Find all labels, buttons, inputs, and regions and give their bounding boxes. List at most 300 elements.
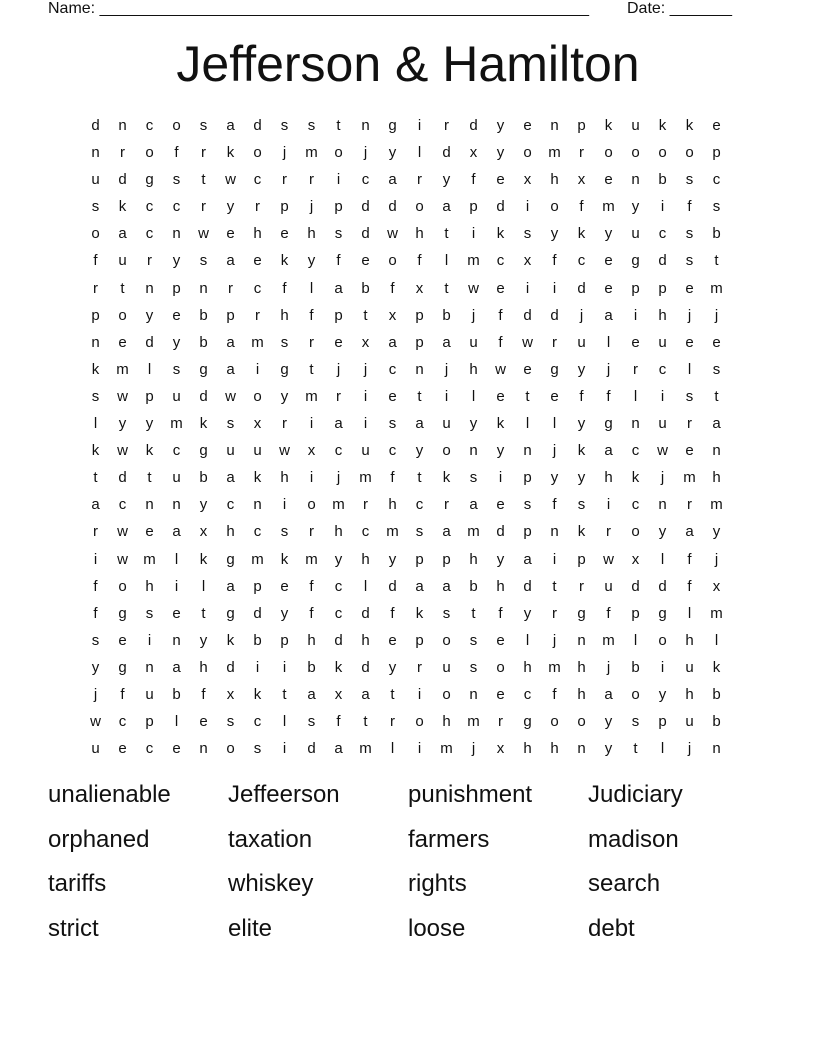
grid-letter: r [282,171,287,189]
grid-letter: e [118,631,127,649]
grid-letter: s [172,171,181,189]
grid-letter: g [658,604,667,622]
grid-letter: o [523,144,532,162]
grid-letter: t [201,604,206,622]
grid-letter: x [307,442,316,460]
grid-letter: l [633,387,638,405]
grid-letter: h [496,577,505,595]
grid-letter: n [712,740,721,758]
grid-letter: d [361,198,370,216]
grid-letter: m [683,469,696,487]
grid-letter: y [91,658,100,676]
grid-letter: r [309,171,314,189]
grid-letter: u [172,469,181,487]
grid-letter: h [577,685,586,703]
grid-letter: r [228,279,233,297]
grid-letter: c [118,496,127,514]
grid-letter: s [307,117,316,134]
grid-letter: k [577,442,586,460]
grid-letter: r [417,171,422,189]
grid-letter: i [282,658,287,676]
grid-letter: j [687,740,692,758]
grid-letter: g [145,171,154,189]
grid-letter: e [496,171,505,189]
word-list-item: Judiciary [588,781,683,808]
grid-letter: d [118,171,127,189]
grid-letter: e [631,333,640,351]
grid-letter: u [631,117,640,134]
grid-letter: o [91,225,100,243]
grid-letter: d [334,631,343,649]
grid-letter: u [604,577,613,595]
grid-letter: x [388,306,397,324]
grid-letter: o [442,685,451,703]
grid-letter: e [334,333,343,351]
grid-letter: w [279,442,290,460]
grid-letter: c [253,171,262,189]
grid-letter: p [415,631,424,649]
grid-letter: a [226,577,235,595]
grid-letter: n [361,117,370,134]
grid-letter: d [550,306,559,324]
grid-letter: h [334,523,343,541]
grid-letter: y [145,415,154,433]
grid-letter: r [309,333,314,351]
grid-letter: y [523,604,532,622]
grid-letter: c [496,252,505,270]
grid-letter: r [336,387,341,405]
grid-letter: m [467,252,480,270]
grid-letter: t [147,469,152,487]
grid-letter: a [415,415,424,433]
grid-letter: b [361,279,370,297]
grid-letter: m [467,713,480,731]
grid-letter: c [253,713,262,731]
grid-letter: r [201,198,206,216]
grid-letter: g [199,360,208,378]
grid-letter: s [280,333,289,351]
grid-letter: t [633,740,638,758]
grid-letter: r [498,713,503,731]
grid-letter: e [604,252,613,270]
grid-letter: e [685,333,694,351]
grid-letter: r [417,658,422,676]
name-field[interactable]: Name: _______________________________________________________ [48,0,589,17]
grid-letter: b [253,631,262,649]
grid-letter: k [118,198,127,216]
grid-letter: h [469,550,478,568]
grid-letter: u [469,333,478,351]
grid-letter: i [471,225,476,243]
grid-letter: m [548,144,561,162]
grid-letter: p [658,713,667,731]
grid-letter: h [442,713,451,731]
grid-letter: o [631,685,640,703]
grid-letter: o [577,713,586,731]
grid-letter: e [523,360,532,378]
grid-letter: j [660,469,665,487]
grid-letter: s [442,604,451,622]
grid-letter: c [361,523,370,541]
grid-letter: h [523,658,532,676]
grid-letter: s [91,198,100,216]
grid-letter: p [334,306,343,324]
grid-letter: u [91,171,100,189]
grid-letter: e [496,685,505,703]
grid-letter: n [631,171,640,189]
grid-letter: l [525,415,530,433]
grid-letter: l [309,279,314,297]
grid-letter: s [712,360,721,378]
grid-letter: y [577,469,586,487]
grid-letter: y [631,198,640,216]
grid-letter: t [444,279,449,297]
grid-letter: c [415,496,424,514]
grid-letter: f [687,577,692,595]
grid-letter: a [334,279,343,297]
grid-letter: p [145,387,154,405]
grid-letter: h [145,577,154,595]
grid-letter: n [523,442,532,460]
grid-letter: r [606,523,611,541]
grid-letter: m [467,523,480,541]
grid-letter: w [387,225,398,243]
date-field[interactable]: Date: _______ [627,0,732,17]
grid-letter: i [417,685,422,703]
grid-letter: s [307,713,316,731]
grid-letter: c [145,740,154,758]
grid-letter: p [145,713,154,731]
grid-letter: l [363,577,368,595]
grid-letter: m [710,279,723,297]
grid-letter: k [91,360,100,378]
grid-letter: j [444,360,449,378]
grid-letter: t [309,360,314,378]
grid-letter: o [631,523,640,541]
grid-letter: l [390,740,395,758]
grid-letter: u [442,658,451,676]
grid-letter: c [361,171,370,189]
grid-letter: h [388,496,397,514]
grid-letter: m [305,550,318,568]
grid-letter: k [280,252,289,270]
grid-letter: i [282,496,287,514]
grid-letter: c [145,198,154,216]
grid-letter: d [388,577,397,595]
grid-letter: f [606,387,611,405]
grid-letter: y [145,306,154,324]
grid-letter: m [359,469,372,487]
grid-letter: s [685,252,694,270]
grid-letter: a [361,685,370,703]
grid-letter: a [415,577,424,595]
grid-letter: j [552,631,557,649]
grid-letter: p [631,279,640,297]
grid-letter: p [415,550,424,568]
grid-letter: m [440,740,453,758]
grid-letter: c [253,523,262,541]
grid-letter: n [145,496,154,514]
grid-letter: i [552,550,557,568]
grid-letter: b [712,685,721,703]
grid-letter: r [633,360,638,378]
grid-letter: x [496,740,505,758]
grid-letter: l [201,577,206,595]
grid-letter: y [577,360,586,378]
grid-letter: h [658,306,667,324]
word-list-item: punishment [408,781,533,808]
grid-letter: e [172,740,181,758]
grid-letter: r [579,144,584,162]
grid-letter: s [253,740,262,758]
word-list-item: whiskey [228,870,314,897]
grid-letter: a [172,658,181,676]
grid-letter: y [280,604,289,622]
grid-letter: p [253,577,262,595]
grid-letter: h [685,631,694,649]
grid-letter: u [118,252,127,270]
grid-letter: s [469,469,478,487]
grid-letter: l [174,550,179,568]
grid-letter: o [658,144,667,162]
grid-letter: w [468,279,479,297]
grid-letter: y [550,225,559,243]
grid-letter: i [363,415,368,433]
grid-letter: t [417,387,422,405]
grid-letter: d [523,306,532,324]
grid-letter: b [307,658,316,676]
grid-letter: g [550,360,559,378]
grid-letter: k [145,442,154,460]
grid-letter: e [604,171,613,189]
grid-letter: f [309,577,314,595]
grid-letter: e [280,225,289,243]
grid-letter: i [255,658,260,676]
grid-letter: k [199,415,208,433]
grid-letter: u [442,415,451,433]
grid-letter: n [172,496,181,514]
grid-letter: m [710,604,723,622]
grid-letter: h [712,469,721,487]
grid-letter: d [118,469,127,487]
grid-letter: p [280,631,289,649]
grid-letter: d [496,198,505,216]
grid-letter: f [552,685,557,703]
grid-letter: a [226,333,235,351]
grid-letter: h [280,469,289,487]
grid-letter: k [712,658,721,676]
word-list-item: debt [588,914,635,942]
grid-letter: r [120,144,125,162]
grid-letter: j [336,469,341,487]
grid-letter: u [91,740,100,758]
grid-letter: o [118,306,127,324]
grid-letter: j [714,306,719,324]
grid-letter: m [305,144,318,162]
grid-letter: k [253,685,262,703]
grid-letter: x [577,171,586,189]
grid-letter: t [363,306,368,324]
grid-letter: i [309,415,314,433]
grid-letter: w [522,333,533,351]
grid-letter: t [282,685,287,703]
grid-letter: o [172,117,181,134]
grid-letter: l [93,415,98,433]
grid-letter: c [118,713,127,731]
grid-letter: m [251,550,264,568]
grid-letter: d [307,740,316,758]
grid-letter: j [687,306,692,324]
grid-letter: l [471,387,476,405]
grid-letter: x [523,171,532,189]
grid-letter: n [550,117,559,134]
grid-letter: p [577,117,586,134]
grid-letter: r [309,523,314,541]
grid-letter: f [687,198,692,216]
grid-letter: k [685,117,694,134]
grid-letter: d [361,604,370,622]
grid-letter: k [334,658,343,676]
grid-letter: b [199,469,208,487]
grid-letter: c [712,171,721,189]
grid-letter: w [117,387,128,405]
grid-letter: n [577,631,586,649]
grid-letter: m [143,550,156,568]
grid-letter: d [361,225,370,243]
grid-letter: i [606,496,611,514]
grid-letter: c [145,117,154,134]
grid-letter: x [253,415,262,433]
grid-letter: a [604,306,613,324]
grid-letter: g [199,442,208,460]
grid-letter: w [225,387,236,405]
grid-letter: j [552,442,557,460]
grid-letter: s [334,225,343,243]
grid-letter: c [253,279,262,297]
grid-letter: r [444,117,449,134]
grid-letter: s [280,117,289,134]
grid-letter: u [172,387,181,405]
grid-letter: h [307,225,316,243]
grid-letter: i [309,469,314,487]
grid-letter: c [334,604,343,622]
grid-letter: o [388,252,397,270]
grid-letter: i [255,360,260,378]
grid-letter: h [361,631,370,649]
header-row [48,0,748,20]
grid-letter: t [714,387,719,405]
grid-letter: m [170,415,183,433]
grid-letter: r [390,713,395,731]
grid-letter: m [359,740,372,758]
grid-letter: r [147,252,152,270]
grid-letter: i [147,631,152,649]
grid-letter: f [498,333,503,351]
grid-letter: g [577,604,586,622]
grid-letter: h [685,685,694,703]
grid-letter: a [523,550,532,568]
grid-letter: x [199,523,208,541]
grid-letter: d [631,577,640,595]
word-list-item: rights [408,870,467,897]
grid-letter: n [91,333,100,351]
grid-letter: l [660,550,665,568]
grid-letter: s [577,496,586,514]
grid-letter: c [658,225,667,243]
grid-letter: i [525,198,530,216]
grid-letter: f [174,144,179,162]
grid-letter: b [442,306,451,324]
grid-letter: f [390,279,395,297]
grid-letter: i [660,658,665,676]
grid-letter: h [469,360,478,378]
grid-letter: e [172,306,181,324]
grid-letter: y [658,523,667,541]
grid-letter: o [496,658,505,676]
grid-letter: y [550,469,559,487]
grid-letter: t [120,279,125,297]
grid-letter: h [280,306,289,324]
grid-letter: i [498,469,503,487]
grid-letter: y [307,252,316,270]
grid-letter: e [712,117,721,134]
grid-letter: n [577,740,586,758]
grid-letter: a [91,496,100,514]
grid-letter: y [658,685,667,703]
grid-letter: w [117,550,128,568]
grid-letter: p [415,333,424,351]
grid-letter: s [226,415,235,433]
grid-letter: c [145,225,154,243]
grid-letter: a [118,225,127,243]
grid-letter: y [442,171,451,189]
word-list-item: Jeffeerson [228,781,340,808]
grid-letter: d [145,333,154,351]
grid-letter: o [226,740,235,758]
grid-letter: o [118,577,127,595]
grid-letter: u [253,442,262,460]
grid-letter: c [388,442,397,460]
grid-letter: f [201,685,206,703]
grid-letter: r [687,496,692,514]
grid-letter: p [172,279,181,297]
grid-letter: h [577,658,586,676]
grid-letter: e [388,387,397,405]
grid-letter: e [253,252,262,270]
grid-letter: s [712,198,721,216]
grid-letter: c [577,252,586,270]
grid-letter: f [552,252,557,270]
grid-letter: l [174,713,179,731]
grid-letter: m [602,631,615,649]
grid-letter: s [415,523,424,541]
grid-letter: c [631,442,640,460]
grid-letter: f [606,604,611,622]
grid-letter: h [415,225,424,243]
grid-letter: w [657,442,668,460]
grid-letter: h [361,550,370,568]
grid-letter: n [469,685,478,703]
grid-letter: j [579,306,584,324]
grid-letter: i [93,550,98,568]
grid-letter: m [386,523,399,541]
grid-letter: a [226,469,235,487]
grid-letter: y [712,523,721,541]
grid-letter: u [361,442,370,460]
grid-letter: d [523,577,532,595]
grid-letter: e [496,387,505,405]
grid-letter: r [201,144,206,162]
